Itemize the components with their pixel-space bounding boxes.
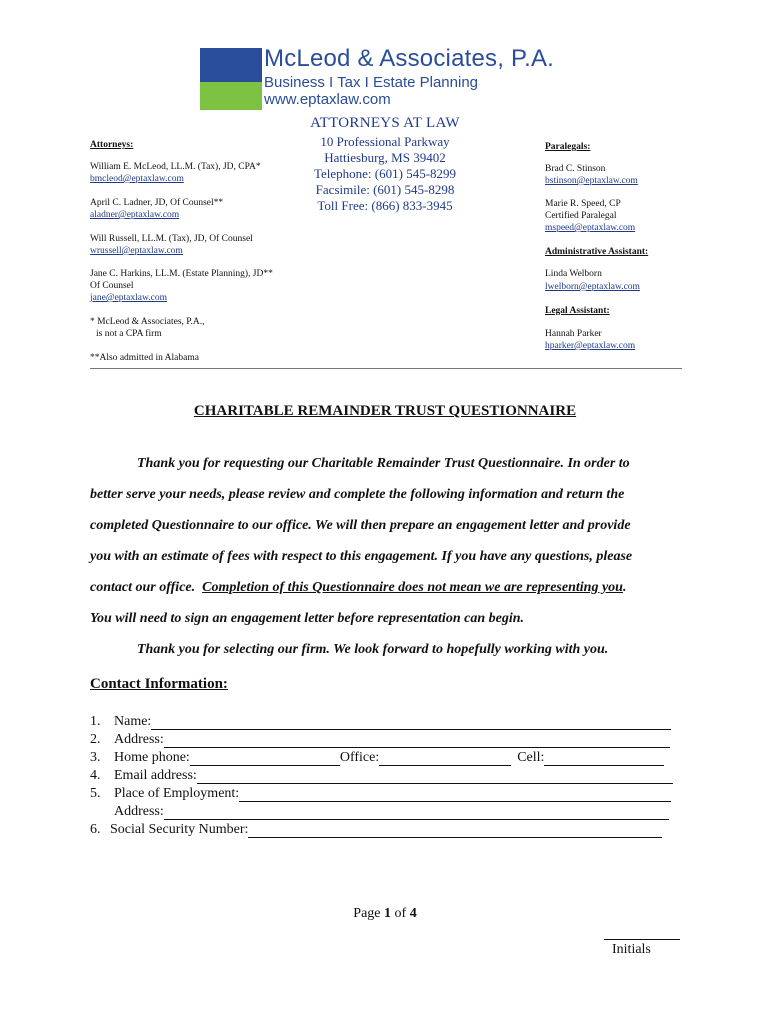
attorney-title: Of Counsel (90, 281, 134, 291)
header-divider (90, 368, 682, 369)
intro-line: You will need to sign an engagement letter before representation can begin. (90, 611, 524, 626)
street: 10 Professional Parkway (320, 134, 450, 149)
logo-tagline: Business I Tax I Estate Planning (264, 74, 479, 91)
address-field (90, 730, 670, 748)
page-current: 1 (384, 906, 392, 921)
staff-email-link[interactable]: hparker@eptaxlaw.com (545, 341, 636, 351)
document-title: CHARITABLE REMAINDER TRUST QUESTIONNAIRE (193, 403, 577, 419)
field-label: Social Security Number: (110, 822, 249, 837)
initials-label: Initials (612, 942, 651, 957)
attorney-name: Will Russell, LL.M. (Tax), JD, Of Counsel (90, 234, 253, 244)
page-number (0, 906, 770, 922)
name-field (90, 712, 671, 730)
ssn-field (90, 820, 662, 838)
staff-title: Certified Paralegal (545, 211, 617, 221)
intro-line: better serve your needs, please review and complete the following information and return the (90, 487, 625, 502)
legal-assistant-label: Legal Assistant: (545, 306, 610, 316)
intro-line (90, 572, 690, 603)
attorney-email-link[interactable]: aladner@eptaxlaw.com (90, 210, 180, 220)
cell-label: Cell: (517, 750, 545, 765)
employment-address-input-line[interactable] (164, 805, 669, 820)
field-number: 5. (90, 786, 101, 801)
attorney-name: Jane C. Harkins, LL.M. (Estate Planning), JD** (90, 269, 273, 279)
logo-url: www.eptaxlaw.com (264, 91, 391, 108)
address-input-line[interactable] (164, 733, 670, 748)
intro-line: Thank you for requesting our Charitable Remainder Trust Questionnaire. In order to (137, 456, 630, 471)
field-label: Name: (114, 714, 152, 729)
city: Hattiesburg, MS 39402 (324, 150, 446, 165)
field-label: Address: (114, 732, 164, 747)
staff-name: Brad C. Stinson (545, 164, 606, 174)
alabama-note: **Also admitted in Alabama (90, 353, 199, 363)
facsimile: Facsimile: (601) 545-8298 (315, 182, 455, 197)
field-number: 4. (90, 768, 101, 783)
intro-line: completed Questionnaire to our office. We will then prepare an engagement letter and provide (90, 518, 631, 533)
office-phone-input-line[interactable] (379, 751, 511, 766)
attorney-email-link[interactable]: bmcleod@eptaxlaw.com (90, 174, 184, 184)
logo-blue-block (200, 48, 262, 82)
telephone: Telephone: (601) 545-8299 (313, 166, 457, 181)
initials-line[interactable] (604, 939, 680, 940)
field-label: Email address: (114, 768, 197, 783)
field-label: Home phone: (114, 750, 190, 765)
office-label: Office: (339, 750, 380, 765)
firm-heading: ATTORNEYS AT LAW (310, 115, 460, 131)
staff-email-link[interactable]: lwelborn@eptaxlaw.com (545, 282, 640, 292)
name-input-line[interactable] (151, 715, 671, 730)
page-total: 4 (409, 906, 417, 921)
field-label: Address: (114, 804, 164, 819)
field-number: 2. (90, 732, 101, 747)
field-label: Place of Employment: (114, 786, 240, 801)
field-number: 3. (90, 750, 101, 765)
intro-line: you with an estimate of fees with respect to this engagement. If you have any questions, please (90, 549, 633, 564)
paralegals-label: Paralegals: (545, 142, 591, 152)
attorney-name: April C. Ladner, JD, Of Counsel** (90, 198, 224, 208)
cpa-note: * McLeod & Associates, P.A., (90, 317, 205, 327)
phone-field (90, 748, 664, 766)
page-of: of (391, 906, 410, 921)
logo-green-block (200, 82, 262, 110)
field-number: 1. (90, 714, 101, 729)
staff-email-link[interactable]: mspeed@eptaxlaw.com (545, 223, 636, 233)
staff-name: Hannah Parker (545, 329, 602, 339)
page-prefix: Page (353, 906, 385, 921)
field-number: 6. (90, 822, 101, 837)
email-input-line[interactable] (197, 769, 673, 784)
intro-paragraph (90, 448, 690, 665)
cell-phone-input-line[interactable] (544, 751, 664, 766)
toll-free: Toll Free: (866) 833-3945 (317, 198, 453, 213)
staff-name: Linda Welborn (545, 269, 602, 279)
staff-name: Marie R. Speed, CP (545, 199, 621, 209)
employment-field (90, 784, 671, 802)
home-phone-input-line[interactable] (190, 751, 340, 766)
representation-disclaimer: Completion of this Questionnaire does not mean we are representing you (202, 580, 623, 595)
contact-info-heading: Contact Information: (90, 676, 228, 692)
attorney-email-link[interactable]: wrussell@eptaxlaw.com (90, 246, 183, 256)
intro-line: Thank you for selecting our firm. We look forward to hopefully working with you. (137, 642, 609, 657)
attorney-email-link[interactable]: jane@eptaxlaw.com (90, 293, 167, 303)
logo-firm-name: McLeod & Associates, P.A. (264, 45, 555, 72)
intro-text: contact our office. (90, 580, 203, 595)
attorney-name: William E. McLeod, LL.M. (Tax), JD, CPA* (90, 162, 261, 172)
employment-address-field (114, 802, 669, 820)
cpa-note-cont: is not a CPA firm (96, 329, 162, 339)
staff-email-link[interactable]: bstinson@eptaxlaw.com (545, 176, 638, 186)
intro-period: . (622, 580, 627, 595)
attorneys-label: Attorneys: (90, 140, 134, 150)
ssn-input-line[interactable] (248, 823, 662, 838)
employment-input-line[interactable] (239, 787, 671, 802)
email-field (90, 766, 673, 784)
admin-assistant-label: Administrative Assistant: (545, 247, 649, 257)
